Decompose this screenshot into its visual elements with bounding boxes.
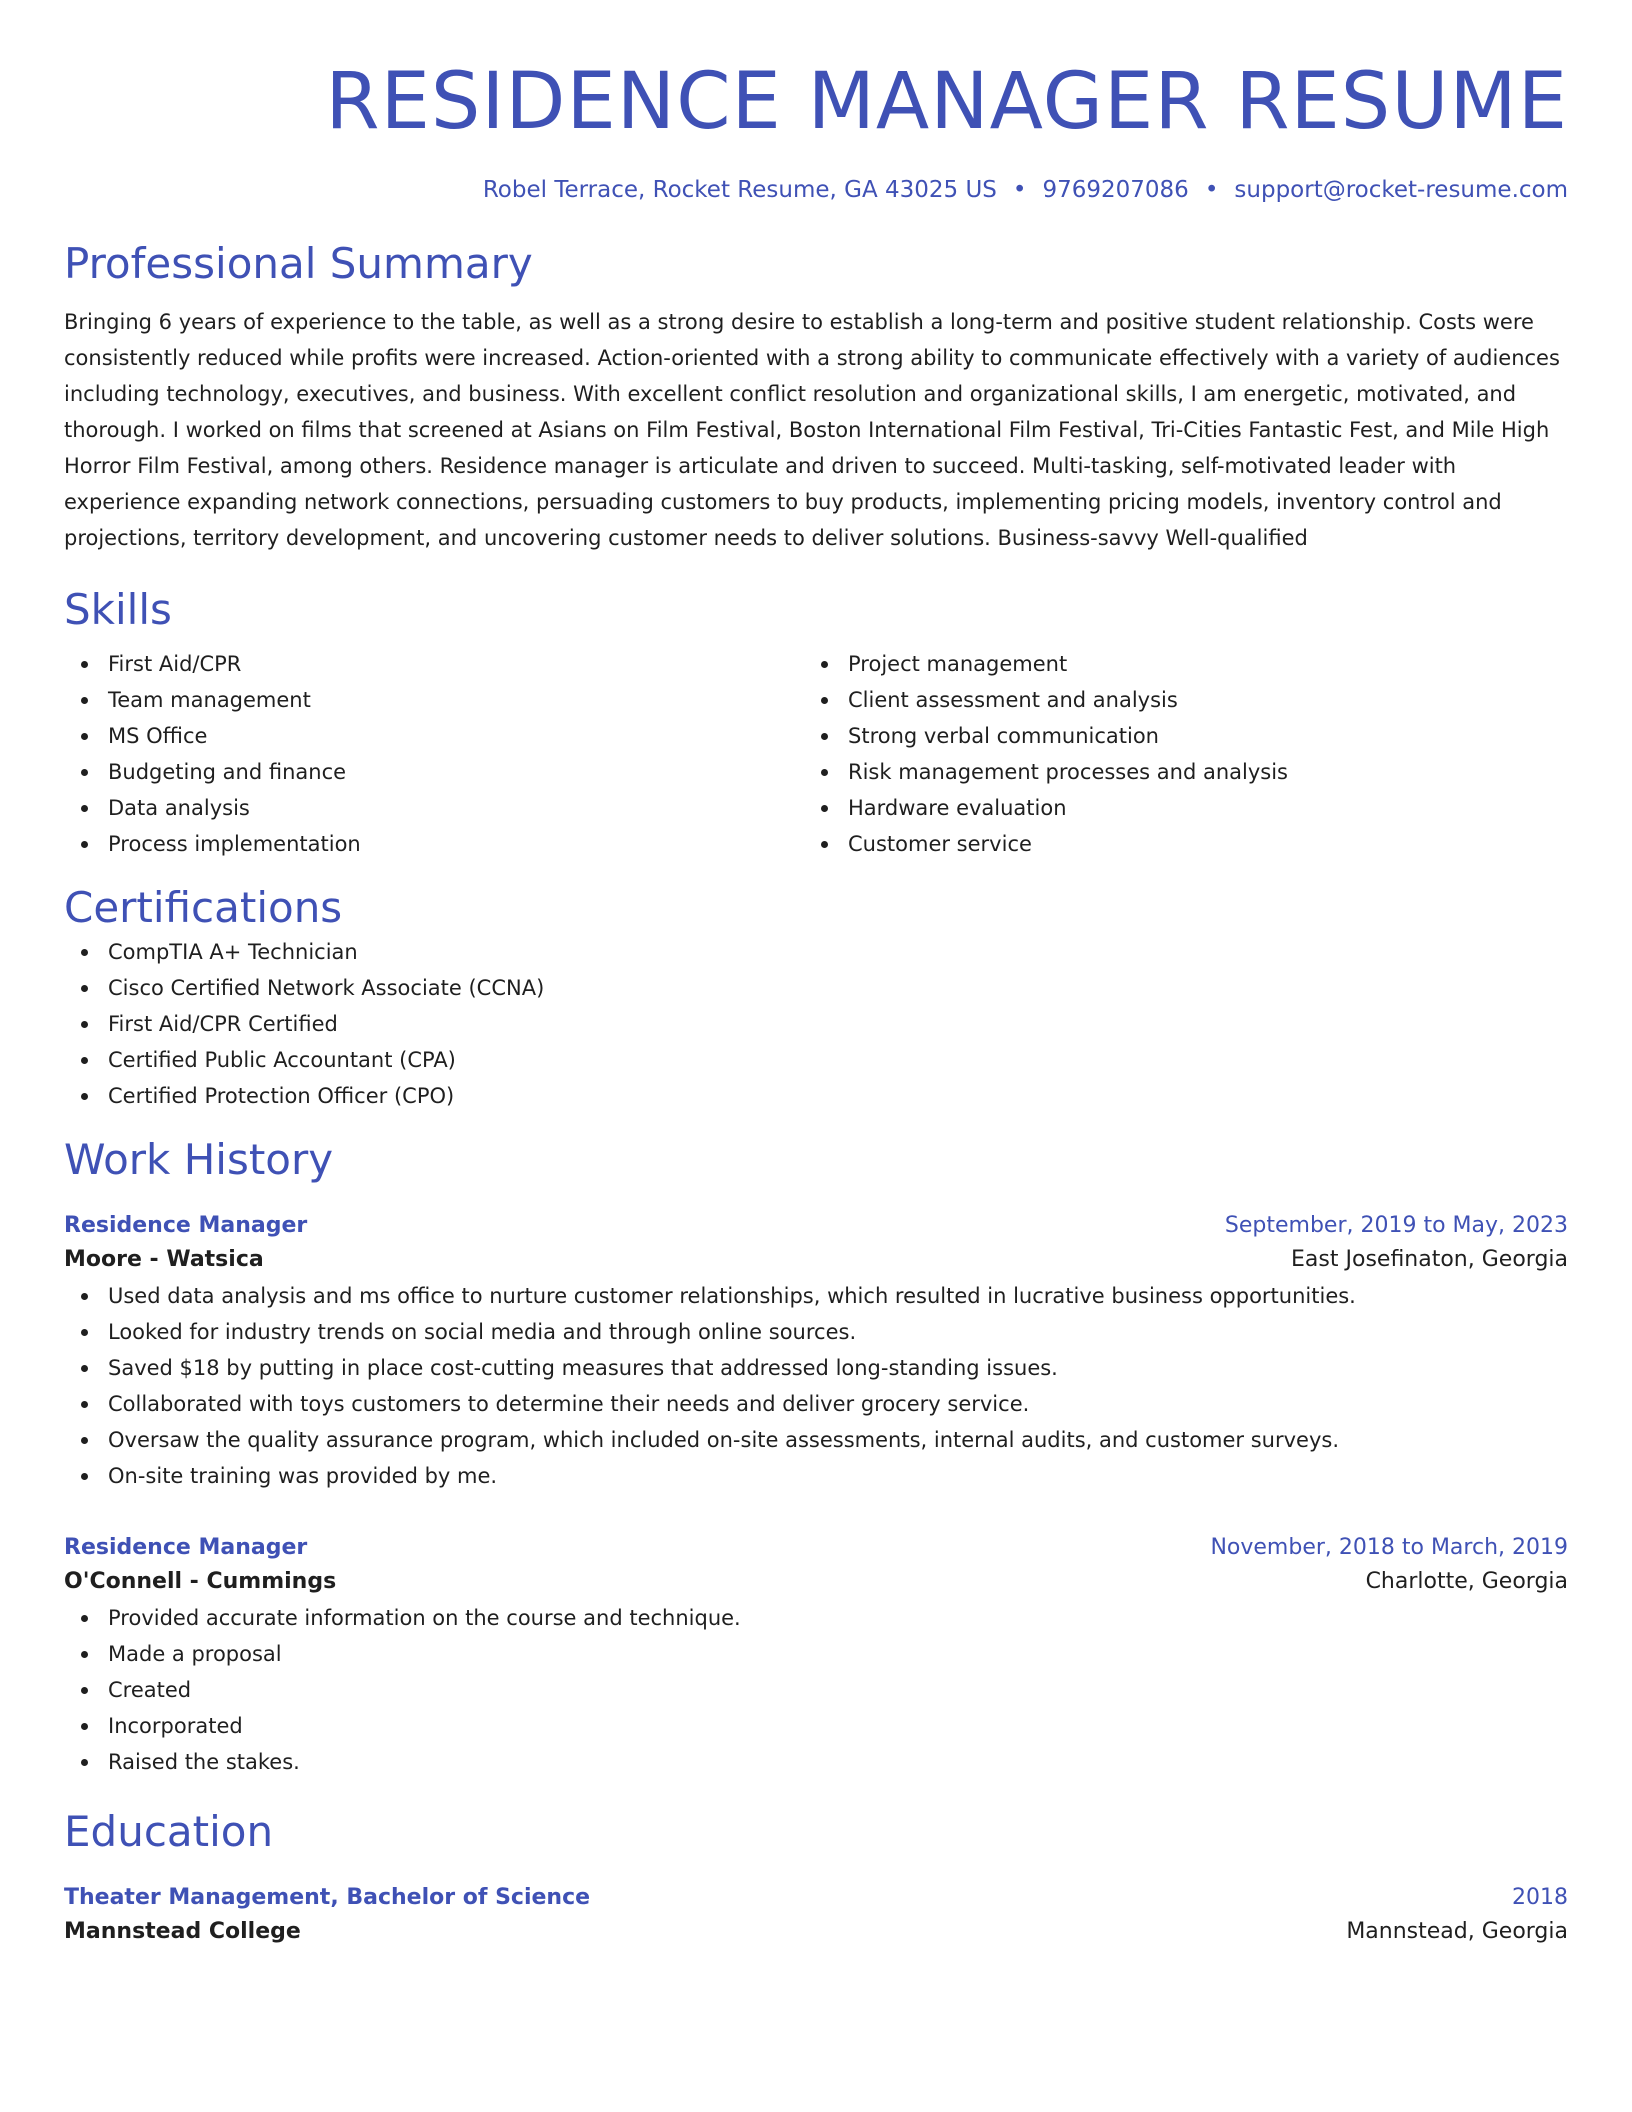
- job-duties-list: [64, 1278, 1568, 1494]
- job-location: East Josefinaton, Georgia: [1291, 1247, 1568, 1272]
- certification-item: CompTIA A+ Technician: [64, 934, 1568, 970]
- job-duties-list: [64, 1600, 1568, 1780]
- skills-grid: [64, 646, 1568, 862]
- job-duty: Oversaw the quality assurance program, which included on-site assessments, internal audits, and customer surveys.: [64, 1422, 1568, 1458]
- job-header-row: [64, 1532, 1568, 1564]
- contact-separator: •: [1204, 177, 1219, 203]
- skill-item: MS Office: [64, 718, 804, 754]
- job-company-row: [64, 1242, 1568, 1278]
- contact-line: [64, 174, 1568, 206]
- job-company-row: [64, 1564, 1568, 1600]
- certifications-list: [64, 934, 1568, 1114]
- job-entry: [64, 1210, 1568, 1494]
- job-duty: Collaborated with toys customers to determine their needs and deliver grocery service.: [64, 1386, 1568, 1422]
- job-location: Charlotte, Georgia: [1365, 1569, 1568, 1594]
- job-role: Residence Manager: [64, 1535, 308, 1560]
- job-duty: Made a proposal: [64, 1636, 1568, 1672]
- certifications-heading: Certifications: [64, 883, 343, 932]
- job-duty: Incorporated: [64, 1708, 1568, 1744]
- resume-title: RESIDENCE MANAGER RESUME: [325, 57, 1568, 147]
- job-duty: Provided accurate information on the course and technique.: [64, 1600, 1568, 1636]
- education-heading: Education: [64, 1807, 274, 1856]
- skill-item: First Aid/CPR: [64, 646, 804, 682]
- contact-address: Robel Terrace, Rocket Resume, GA 43025 US: [482, 177, 997, 203]
- work-history-heading: Work History: [64, 1135, 334, 1184]
- job-role: Residence Manager: [64, 1213, 308, 1238]
- job-duty: Looked for industry trends on social media and through online sources.: [64, 1314, 1568, 1350]
- skills-list-left: [64, 646, 804, 862]
- job-duty: On-site training was provided by me.: [64, 1458, 1568, 1494]
- resume-header: [64, 0, 1568, 206]
- job-dates: September, 2019 to May, 2023: [1224, 1213, 1568, 1238]
- education-header-row: [64, 1882, 1568, 1914]
- education-location: Mannstead, Georgia: [1346, 1919, 1568, 1944]
- skill-item: Client assessment and analysis: [804, 682, 1544, 718]
- contact-phone: 9769207086: [1042, 177, 1189, 203]
- education-degree: Theater Management, Bachelor of Science: [64, 1885, 591, 1910]
- skills-list-right: [804, 646, 1544, 862]
- skill-item: Process implementation: [64, 826, 804, 862]
- job-entry: [64, 1532, 1568, 1780]
- skill-item: Budgeting and finance: [64, 754, 804, 790]
- contact-email: support@rocket-resume.com: [1234, 177, 1568, 203]
- job-company: O'Connell - Cummings: [64, 1569, 337, 1594]
- job-header-row: [64, 1210, 1568, 1242]
- certification-item: First Aid/CPR Certified: [64, 1006, 1568, 1042]
- job-duty: Used data analysis and ms office to nurture customer relationships, which resulted in lucrative business opportunities.: [64, 1278, 1568, 1314]
- summary-heading: Professional Summary: [64, 239, 533, 288]
- summary-text: Bringing 6 years of experience to the table, as well as a strong desire to establish a long-term and positive student relationship. Costs were consistently reduced while profits were increased. Action-oriented with a strong ability to communicate effectively with a variety of audiences including technology, executives, and business. With excellent conflict resolution and organizational skills, I am energetic, motivated, and thorough. I worked on films that screened at Asians on Film Festival, Boston International Film Festival, Tri-Cities Fantastic Fest, and Mile High Horror Film Festival, among others. Residence manager is articulate and driven to succeed. Multi-tasking, self-motivated leader with experience expanding network connections, persuading customers to buy products, implementing pricing models, inventory control and projections, territory development, and uncovering customer needs to deliver solutions. Business-savvy Well-qualified: [64, 310, 1560, 550]
- skills-column-left: [64, 646, 804, 862]
- skill-item: Hardware evaluation: [804, 790, 1544, 826]
- skill-item: Project management: [804, 646, 1544, 682]
- skill-item: Customer service: [804, 826, 1544, 862]
- certification-item: Certified Public Accountant (CPA): [64, 1042, 1568, 1078]
- skill-item: Risk management processes and analysis: [804, 754, 1544, 790]
- skill-item: Data analysis: [64, 790, 804, 826]
- job-duty: Created: [64, 1672, 1568, 1708]
- education-entry: [64, 1882, 1568, 1950]
- job-dates: November, 2018 to March, 2019: [1210, 1535, 1568, 1560]
- skill-item: Strong verbal communication: [804, 718, 1544, 754]
- education-school: Mannstead College: [64, 1919, 301, 1944]
- education-year: 2018: [1512, 1885, 1568, 1910]
- skills-column-right: [804, 646, 1544, 862]
- skill-item: Team management: [64, 682, 804, 718]
- certification-item: Certified Protection Officer (CPO): [64, 1078, 1568, 1114]
- job-duty: Raised the stakes.: [64, 1744, 1568, 1780]
- contact-separator: •: [1012, 177, 1027, 203]
- job-company: Moore - Watsica: [64, 1247, 264, 1272]
- education-school-row: [64, 1914, 1568, 1950]
- certification-item: Cisco Certified Network Associate (CCNA): [64, 970, 1568, 1006]
- skills-heading: Skills: [64, 585, 172, 634]
- job-duty: Saved $18 by putting in place cost-cutting measures that addressed long-standing issues.: [64, 1350, 1568, 1386]
